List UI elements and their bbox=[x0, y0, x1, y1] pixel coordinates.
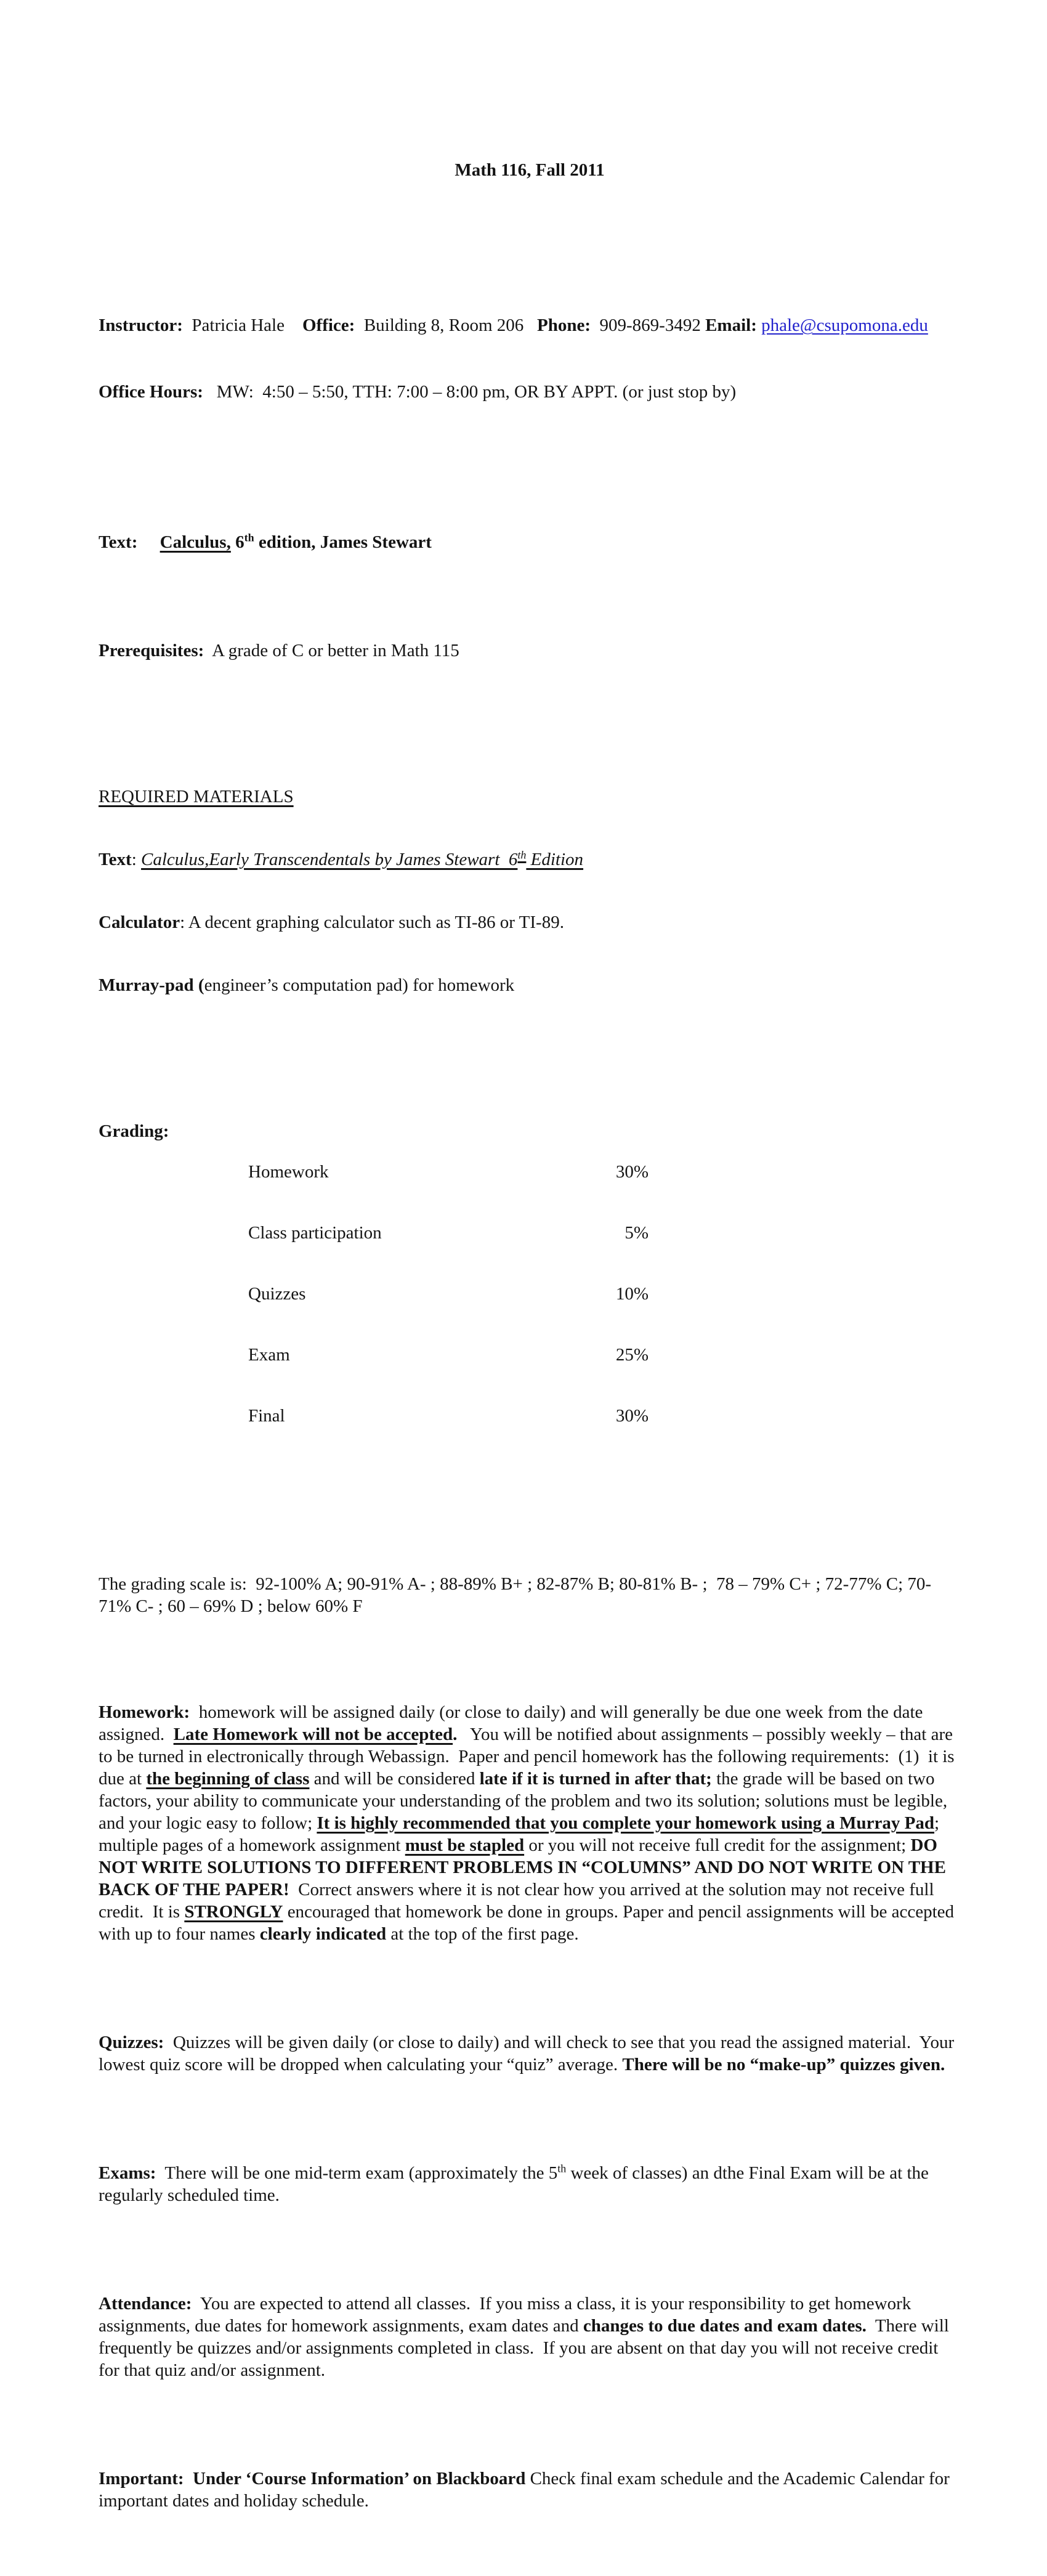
grading-percent: 25% bbox=[615, 1345, 649, 1365]
text-run: Calculus,Early Transcendentals by James Stewart 6 bbox=[141, 850, 518, 869]
text-run: You are expected to attend all classes. If you miss a class, it is your responsibility to get homework assignments, due dates for homework assignments, exam dates and bbox=[99, 2294, 916, 2336]
text-run: STRONGLY bbox=[184, 1902, 283, 1922]
text-run: Check final exam schedule and the Academic Calendar for important dates and holiday schedule. bbox=[99, 2469, 955, 2511]
grading-rows bbox=[248, 1121, 961, 1467]
text-run: Calculus, bbox=[160, 532, 231, 552]
text-run: Text bbox=[99, 850, 132, 869]
grading-item: Final bbox=[248, 1406, 285, 1426]
required-calculator-line bbox=[99, 912, 961, 933]
text-run: at the top of the first page. bbox=[386, 1924, 579, 1944]
text-run: Quizzes: bbox=[99, 2033, 164, 2052]
text-run: MW: 4:50 – 5:50, TTH: 7:00 – 8:00 pm, OR BY APPT. (or just stop by) bbox=[203, 382, 737, 402]
text-run: Late Homework will not be accepted bbox=[173, 1725, 453, 1744]
grading-table bbox=[99, 1121, 961, 1467]
text-run: There will be one mid-term exam (approximately the 5 bbox=[156, 2163, 558, 2183]
text-run: homework will be assigned daily (or close to daily) and will generally be due one week from the date assigned. bbox=[99, 1702, 928, 1744]
required-murraypad-line bbox=[99, 975, 961, 996]
text-run: There will frequently be quizzes and/or assignments completed in class. If you are absent on that day you will not receive credit for that quiz and/or assignment. bbox=[99, 2316, 954, 2380]
text-run: You will be notified about assignments – possibly weekly – that are to be turned in electronically through Webassign. Paper and pencil homework has the following requirements: (1) it is due at bbox=[99, 1725, 959, 1789]
text-run: Quizzes will be given daily (or close to daily) and will check to see that you read the assigned material. Your lowest quiz score will be dropped when calculating your “quiz” average. bbox=[99, 2033, 959, 2074]
text-run: . bbox=[453, 1725, 458, 1744]
text-run: Phone: bbox=[537, 315, 591, 335]
instructor-info-block bbox=[99, 270, 961, 447]
text-run: th bbox=[557, 2162, 567, 2175]
required-text-line bbox=[99, 849, 961, 870]
text-run: Email: bbox=[705, 315, 757, 335]
text-run: 6 bbox=[230, 532, 245, 552]
homework-paragraph bbox=[99, 1701, 961, 1945]
document-title: Math 116, Fall 2011 bbox=[455, 160, 605, 180]
instructor-line bbox=[99, 314, 961, 336]
text-run: or you will not receive full credit for the assignment; bbox=[524, 1835, 911, 1855]
text-run: changes to due dates and exam dates. bbox=[583, 2316, 867, 2336]
grading-percent: 5% bbox=[625, 1223, 649, 1243]
office-hours-line bbox=[99, 381, 961, 403]
grading-percent: 10% bbox=[615, 1284, 649, 1304]
text-run: Important: Under ‘Course Information’ on Blackboard bbox=[99, 2469, 526, 2489]
text-run: Attendance: bbox=[99, 2294, 192, 2314]
text-run: : bbox=[131, 850, 142, 869]
table-row bbox=[248, 1406, 961, 1426]
grading-item: Class participation bbox=[248, 1223, 382, 1243]
textbook-line bbox=[99, 531, 961, 553]
table-row bbox=[248, 1284, 961, 1304]
text-run: A grade of C or better in Math 115 bbox=[204, 641, 459, 660]
required-materials-heading: REQUIRED MATERIALS bbox=[99, 787, 294, 807]
text-run: Text: bbox=[99, 532, 138, 552]
grading-label: Grading: bbox=[99, 1121, 169, 1141]
important-paragraph bbox=[99, 2468, 961, 2512]
text-run: Instructor: bbox=[99, 315, 183, 335]
grading-item: Homework bbox=[248, 1162, 329, 1182]
grading-percent: 30% bbox=[615, 1406, 649, 1426]
text-run: 909-869-3492 bbox=[591, 315, 706, 335]
grading-scale-paragraph bbox=[99, 1573, 961, 1617]
text-run: edition, James Stewart bbox=[254, 532, 432, 552]
text-run: Prerequisites: bbox=[99, 641, 204, 660]
text-run: Correct answers where it is not clear how you arrived at the solution may not receive full credit. It is bbox=[99, 1880, 939, 1922]
text-run: ; multiple pages of a homework assignment bbox=[99, 1813, 944, 1855]
text-run: must be stapled bbox=[405, 1835, 525, 1855]
text-run: Calculator bbox=[99, 912, 180, 932]
text-run bbox=[137, 532, 160, 552]
text-run: Patricia Hale bbox=[182, 315, 302, 335]
text-run: th bbox=[244, 531, 254, 544]
text-run: clearly indicated bbox=[259, 1924, 387, 1944]
quizzes-paragraph bbox=[99, 2031, 961, 2076]
text-run: Office Hours: bbox=[99, 382, 203, 402]
text-run: Exams: bbox=[99, 2163, 156, 2183]
grading-item: Quizzes bbox=[248, 1284, 306, 1304]
text-run: late if it is turned in after that; bbox=[479, 1769, 712, 1789]
text-run: There will be no “make-up” quizzes given. bbox=[622, 2055, 945, 2074]
email-link[interactable]: phale@csupomona.edu bbox=[761, 315, 928, 335]
text-run: and will be considered bbox=[309, 1769, 480, 1789]
text-run: DO NOT WRITE SOLUTIONS TO DIFFERENT PROBLEMS IN “COLUMNS” AND DO NOT WRITE ON THE BACK OF THE PAPER! bbox=[99, 1835, 951, 1899]
text-run: Edition bbox=[526, 850, 584, 869]
grading-item: Exam bbox=[248, 1345, 290, 1365]
text-run: Building 8, Room 206 bbox=[355, 315, 538, 335]
text-run: Murray-pad ( bbox=[99, 975, 204, 995]
text-run: the grade will be based on two factors, your ability to communicate your understanding of the problem and two its solution; solutions must be legible, and your logic easy to follow; bbox=[99, 1769, 952, 1833]
text-run: engineer’s computation pad) for homework bbox=[204, 975, 515, 995]
table-row bbox=[248, 1223, 961, 1243]
text-run: th bbox=[517, 848, 527, 861]
text-run: The grading scale is: 92-100% A; 90-91% A- ; 88-89% B+ ; 82-87% B; 80-81% B- ; 78 – 79% C+ ; 72-77% C; 70-71% C- ; 60 – 69% D ; below 60% F bbox=[99, 1574, 932, 1616]
grading-percent: 30% bbox=[615, 1162, 649, 1182]
text-run: Homework: bbox=[99, 1702, 190, 1722]
required-materials-section bbox=[99, 744, 961, 1038]
text-run: week of classes) an dthe Final Exam will be at the regularly scheduled time. bbox=[99, 2163, 934, 2205]
text-run: : A decent graphing calculator such as TI-86 or TI-89. bbox=[180, 912, 564, 932]
prerequisites-line bbox=[99, 640, 961, 662]
table-row bbox=[248, 1162, 961, 1182]
text-run: It is highly recommended that you complete your homework using a Murray Pad bbox=[317, 1813, 935, 1833]
text-run: encouraged that homework be done in groups. Paper and pencil assignments will be accepted with up to four names bbox=[99, 1902, 959, 1944]
attendance-paragraph bbox=[99, 2293, 961, 2381]
exams-paragraph bbox=[99, 2162, 961, 2206]
text-run: the beginning of class bbox=[146, 1769, 310, 1789]
text-run: Office: bbox=[302, 315, 355, 335]
